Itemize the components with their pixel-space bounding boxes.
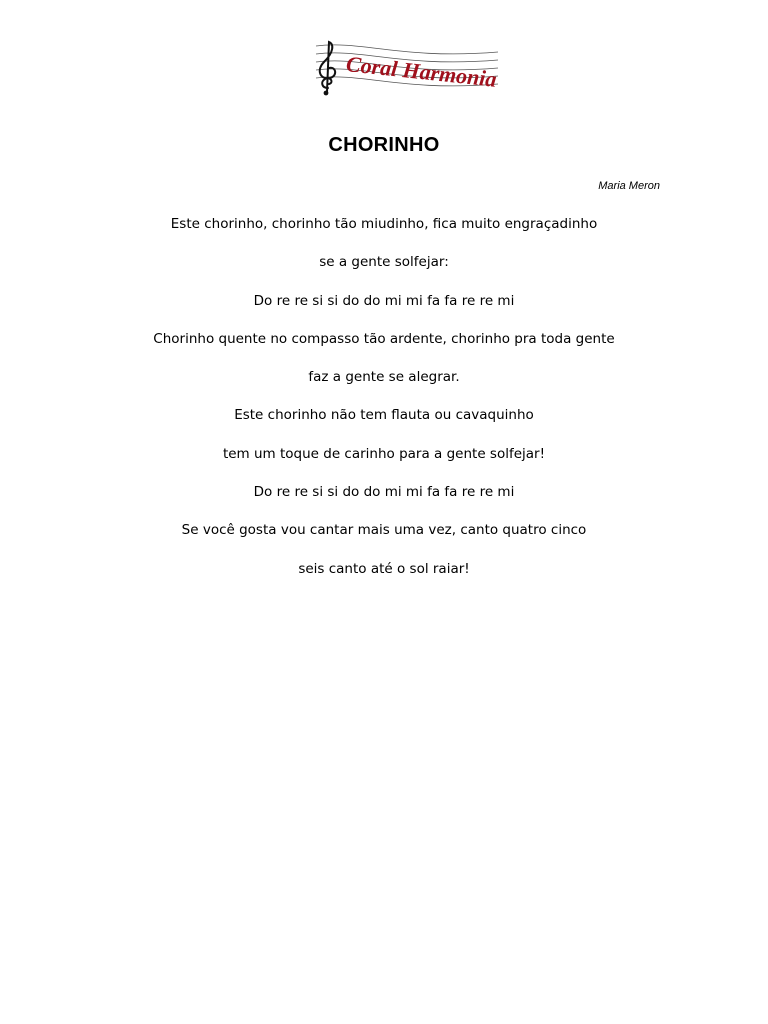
page-title: CHORINHO — [328, 134, 440, 156]
lyric-line: faz a gente se alegrar. — [308, 369, 460, 386]
coral-harmonia-logo — [312, 38, 500, 102]
lyric-line: Este chorinho não tem flauta ou cavaquinho — [234, 407, 534, 424]
author-name: Maria Meron — [598, 180, 660, 192]
lyric-line: tem um toque de carinho para a gente solfejar! — [222, 445, 546, 462]
lyric-line: se a gente solfejar: — [319, 254, 449, 271]
lyrics-list — [0, 214, 768, 597]
lyric-line: Chorinho quente no compasso tão ardente, chorinho pra toda gente — [153, 330, 615, 347]
lyric-line: Este chorinho, chorinho tão miudinho, fica muito engraçadinho — [170, 216, 598, 232]
lyric-line: Do re re si si do do mi mi fa fa re re mi — [253, 292, 515, 309]
lyric-line: Do re re si si do do mi mi fa fa re re mi — [253, 484, 515, 501]
logo-text: Coral Harmonia — [345, 51, 498, 92]
lyric-line: seis canto até o sol raiar! — [298, 560, 470, 577]
lyric-line: Se você gosta vou cantar mais uma vez, canto quatro cinco — [181, 522, 587, 539]
treble-clef-icon — [320, 42, 335, 95]
